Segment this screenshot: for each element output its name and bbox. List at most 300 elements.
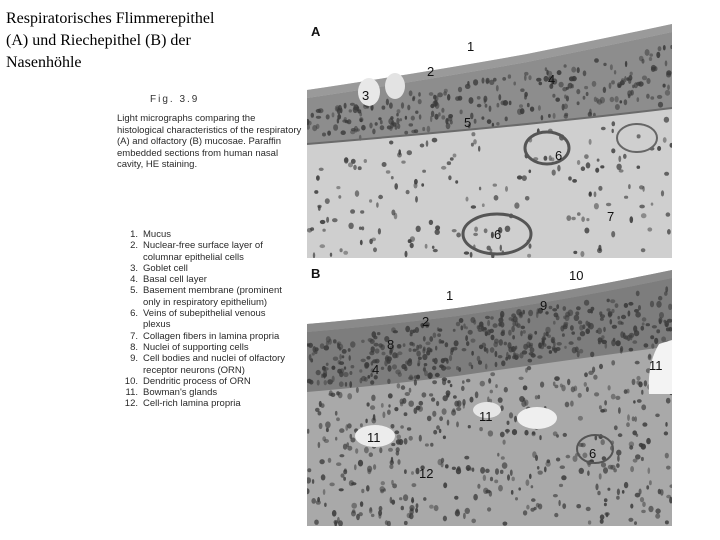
nucleus <box>435 103 440 109</box>
nucleus <box>471 205 476 209</box>
nucleus <box>379 506 383 511</box>
nucleus <box>629 348 634 352</box>
nucleus <box>432 380 437 384</box>
nucleus <box>458 87 462 93</box>
nucleus <box>593 375 597 380</box>
nucleus <box>336 186 340 189</box>
nucleus <box>620 346 623 352</box>
nucleus <box>579 349 583 354</box>
label-bowmans-gland: 11 <box>367 430 381 445</box>
nucleus <box>531 498 536 502</box>
nucleus <box>447 420 450 426</box>
nucleus <box>563 306 567 311</box>
nucleus <box>388 448 393 452</box>
nucleus <box>584 86 588 89</box>
nucleus <box>477 325 480 329</box>
nucleus <box>360 240 363 245</box>
label-bowmans-gland: 11 <box>479 409 493 424</box>
nucleus <box>621 78 625 81</box>
nucleus <box>366 356 370 360</box>
nucleus <box>529 243 532 248</box>
nucleus <box>519 104 523 108</box>
legend-number: 1. <box>130 229 138 240</box>
legend-number: 10. <box>124 375 138 387</box>
nucleus <box>318 206 321 211</box>
nucleus <box>349 355 351 361</box>
nucleus <box>570 401 574 407</box>
nucleus <box>520 330 523 336</box>
nucleus <box>369 452 373 457</box>
nucleus <box>637 399 642 403</box>
nucleus <box>399 497 402 500</box>
nucleus <box>461 386 465 391</box>
nucleus <box>375 348 380 353</box>
nucleus <box>658 102 663 108</box>
nucleus <box>430 104 434 108</box>
nucleus <box>532 431 536 435</box>
nucleus <box>594 191 597 197</box>
nucleus <box>370 507 373 512</box>
nucleus <box>644 343 649 347</box>
legend-item <box>116 229 286 240</box>
micrograph-a-canvas <box>307 20 672 258</box>
nucleus <box>651 203 654 206</box>
nucleus <box>628 302 633 306</box>
nucleus <box>317 380 320 386</box>
nucleus <box>348 348 351 352</box>
nucleus <box>527 254 531 258</box>
nucleus <box>450 350 453 355</box>
nucleus <box>611 80 615 84</box>
nucleus <box>610 299 615 303</box>
nucleus <box>616 450 621 456</box>
nucleus <box>666 327 670 331</box>
nucleus <box>565 402 570 408</box>
nucleus <box>387 125 392 129</box>
nucleus <box>641 457 644 461</box>
nucleus <box>414 379 417 386</box>
nucleus <box>611 360 615 365</box>
nucleus <box>537 355 542 359</box>
nucleus <box>471 339 476 343</box>
nucleus <box>624 303 628 308</box>
nucleus <box>435 346 437 351</box>
nucleus <box>543 332 546 336</box>
nucleus <box>415 508 418 513</box>
nucleus <box>620 331 624 338</box>
nucleus <box>568 176 572 180</box>
nucleus <box>500 245 502 252</box>
nucleus <box>538 105 541 111</box>
nucleus <box>456 233 461 238</box>
nucleus <box>495 362 498 367</box>
nucleus <box>527 103 530 107</box>
nucleus <box>574 315 580 321</box>
nucleus <box>380 125 385 130</box>
nucleus <box>429 393 433 396</box>
nucleus <box>446 359 449 364</box>
nucleus <box>529 170 532 174</box>
nucleus <box>663 84 666 88</box>
nucleus <box>443 91 447 95</box>
nucleus <box>567 379 570 385</box>
nucleus <box>456 366 459 370</box>
nucleus <box>640 497 644 502</box>
nucleus <box>649 53 653 56</box>
nucleus <box>416 351 421 357</box>
nucleus <box>477 96 481 100</box>
nucleus <box>538 395 541 399</box>
nucleus <box>642 186 644 192</box>
nucleus <box>404 469 407 474</box>
nucleus <box>549 350 552 354</box>
legend-number: 9. <box>130 353 138 365</box>
nucleus <box>409 436 413 441</box>
nucleus <box>429 372 432 379</box>
label-vein: 6 <box>494 227 502 242</box>
nucleus <box>511 326 515 332</box>
nucleus <box>452 467 456 470</box>
nucleus <box>659 312 664 318</box>
nucleus <box>339 347 342 351</box>
nucleus <box>473 79 478 85</box>
nucleus <box>386 99 389 106</box>
nucleus <box>569 341 574 345</box>
nucleus <box>327 379 333 384</box>
nucleus <box>664 172 669 176</box>
nucleus <box>651 343 654 348</box>
nucleus <box>483 96 487 103</box>
nucleus <box>439 416 443 421</box>
nucleus <box>663 320 666 323</box>
nucleus <box>321 474 326 480</box>
nucleus <box>407 150 412 155</box>
nucleus <box>407 105 410 111</box>
nucleus <box>603 327 606 332</box>
nucleus <box>374 343 379 347</box>
nucleus <box>350 209 355 214</box>
nucleus <box>359 227 362 230</box>
nucleus <box>515 346 517 350</box>
nucleus <box>636 82 641 86</box>
nucleus <box>603 63 606 66</box>
nucleus <box>489 106 492 112</box>
nucleus <box>328 458 332 463</box>
nucleus <box>322 229 325 232</box>
nucleus <box>494 195 499 201</box>
nucleus <box>371 346 375 352</box>
nucleus <box>404 367 407 371</box>
nucleus <box>577 160 580 165</box>
nucleus <box>335 105 340 112</box>
nucleus <box>351 159 356 164</box>
nucleus <box>608 313 612 318</box>
nucleus <box>502 77 506 81</box>
nucleus <box>514 416 517 423</box>
nucleus <box>538 342 541 348</box>
nucleus <box>477 104 482 108</box>
nucleus <box>556 347 561 351</box>
nucleus <box>486 78 490 84</box>
nucleus <box>586 162 591 168</box>
nucleus <box>474 119 477 124</box>
nucleus <box>409 123 414 126</box>
nucleus <box>610 97 615 102</box>
nucleus <box>409 90 413 96</box>
nucleus <box>349 371 352 375</box>
legend-text: Veins of subepithelial venous plexus <box>143 308 266 331</box>
nucleus <box>343 469 347 474</box>
nucleus <box>326 363 329 366</box>
nucleus <box>627 90 632 96</box>
legend-item <box>116 342 286 353</box>
nucleus <box>459 318 464 323</box>
nucleus <box>395 125 398 129</box>
nucleus <box>342 119 347 122</box>
nucleus <box>605 512 610 516</box>
nucleus <box>655 414 660 418</box>
nucleus <box>343 372 348 377</box>
nucleus <box>644 380 647 386</box>
nucleus <box>665 422 667 427</box>
nucleus <box>432 411 436 417</box>
nucleus <box>339 428 344 433</box>
nucleus <box>466 341 469 346</box>
legend-item <box>116 376 286 387</box>
nucleus <box>406 190 410 194</box>
figure-number: Fig. 3.9 <box>150 94 200 105</box>
nucleus <box>415 196 418 203</box>
nucleus <box>498 318 503 323</box>
nucleus <box>342 355 345 358</box>
nucleus <box>468 425 471 428</box>
nucleus <box>454 340 459 346</box>
nucleus <box>447 94 450 101</box>
nucleus <box>378 117 381 120</box>
nucleus <box>650 96 654 100</box>
nucleus <box>612 325 617 329</box>
nucleus <box>409 375 413 380</box>
nucleus <box>386 170 391 173</box>
nucleus <box>523 330 526 334</box>
nucleus <box>577 101 580 105</box>
nucleus <box>530 508 534 512</box>
nucleus <box>450 157 454 160</box>
label-mucus: 1 <box>446 288 454 303</box>
legend-text: Nuclei of supporting cells <box>143 341 249 353</box>
nucleus <box>630 466 634 472</box>
nucleus <box>666 398 671 404</box>
nucleus <box>482 203 485 207</box>
nucleus <box>396 113 399 117</box>
nucleus <box>430 348 433 352</box>
nucleus <box>639 56 644 62</box>
nucleus <box>540 382 544 388</box>
nucleus <box>552 348 555 351</box>
nucleus <box>438 328 442 331</box>
nucleus <box>659 319 662 324</box>
slide-title <box>6 8 306 74</box>
nucleus <box>392 352 397 358</box>
nucleus <box>553 341 556 347</box>
nucleus <box>324 345 330 350</box>
nucleus <box>596 98 599 104</box>
nucleus <box>349 381 352 388</box>
nucleus <box>500 311 504 318</box>
nucleus <box>456 421 459 427</box>
nucleus <box>427 126 431 133</box>
nucleus <box>626 422 630 427</box>
nucleus <box>465 508 470 514</box>
nucleus <box>347 393 352 399</box>
nucleus <box>493 78 497 82</box>
nucleus <box>351 482 356 485</box>
nucleus <box>509 317 513 321</box>
label-supporting-nuclei: 8 <box>387 337 395 352</box>
nucleus <box>320 220 326 224</box>
nucleus <box>351 503 357 509</box>
nucleus <box>604 498 608 502</box>
nucleus <box>401 161 405 164</box>
nucleus <box>646 94 650 99</box>
nucleus <box>496 122 499 126</box>
nucleus <box>341 130 346 135</box>
nucleus <box>462 380 465 384</box>
nucleus <box>477 484 480 489</box>
legend-number: 5. <box>130 285 138 297</box>
nucleus <box>371 238 376 242</box>
nucleus <box>470 317 475 323</box>
nucleus <box>471 519 476 524</box>
nucleus <box>577 67 580 73</box>
nucleus <box>523 385 528 390</box>
legend-text: Cell-rich lamina propria <box>143 398 241 410</box>
nucleus <box>387 360 391 364</box>
nucleus <box>361 376 366 381</box>
nucleus <box>626 389 629 394</box>
nucleus <box>316 370 321 375</box>
nucleus <box>633 325 637 332</box>
nucleus <box>600 514 605 519</box>
nucleus <box>336 462 341 466</box>
nucleus <box>561 475 566 480</box>
nucleus <box>407 427 411 430</box>
nucleus <box>437 92 443 97</box>
nucleus <box>495 468 499 475</box>
nucleus <box>508 74 511 78</box>
nucleus <box>370 380 374 385</box>
nucleus <box>405 392 410 396</box>
nucleus <box>535 455 538 461</box>
nucleus <box>471 365 473 369</box>
nucleus <box>635 312 641 318</box>
nucleus <box>629 445 633 449</box>
nucleus <box>487 246 491 251</box>
nucleus <box>380 120 383 124</box>
nucleus <box>624 76 626 82</box>
nucleus <box>650 301 654 308</box>
nucleus <box>599 405 602 409</box>
nucleus <box>526 505 529 510</box>
nucleus <box>466 379 470 383</box>
nucleus <box>324 380 327 385</box>
nucleus <box>411 116 415 121</box>
nucleus <box>600 318 604 321</box>
nucleus <box>490 372 495 376</box>
nucleus <box>586 92 589 96</box>
nucleus <box>497 103 500 108</box>
nucleus <box>478 360 482 365</box>
legend-text: Bowman's glands <box>143 387 218 399</box>
nucleus <box>360 501 363 507</box>
nucleus <box>478 146 480 152</box>
nucleus <box>528 359 533 363</box>
nucleus <box>597 248 602 253</box>
nucleus <box>391 210 395 216</box>
nucleus <box>656 329 660 333</box>
nucleus <box>557 70 562 75</box>
label-orn-bodies: 9 <box>540 298 548 313</box>
nucleus <box>590 352 594 358</box>
nucleus <box>636 434 639 437</box>
nucleus <box>618 407 621 414</box>
nucleus <box>523 510 527 515</box>
nucleus <box>314 520 319 525</box>
nucleus <box>647 227 652 231</box>
nucleus <box>378 343 382 348</box>
nucleus <box>628 518 633 522</box>
nucleus <box>365 419 367 424</box>
nucleus <box>563 433 567 437</box>
nucleus <box>560 384 563 388</box>
nucleus <box>613 338 616 342</box>
nucleus <box>352 509 355 513</box>
nucleus <box>443 516 447 522</box>
nucleus <box>509 412 513 418</box>
nucleus <box>471 351 474 356</box>
nucleus <box>563 323 568 327</box>
nucleus <box>586 218 589 221</box>
nucleus <box>547 346 552 350</box>
nucleus <box>503 440 506 445</box>
nucleus <box>617 489 620 496</box>
legend-number: 8. <box>130 341 138 353</box>
nucleus <box>382 162 387 167</box>
nucleus <box>521 326 526 330</box>
nucleus <box>615 104 620 110</box>
nucleus <box>507 342 511 349</box>
nucleus <box>592 81 597 87</box>
nucleus <box>604 503 607 506</box>
nucleus <box>435 373 440 377</box>
nucleus <box>394 407 398 411</box>
nucleus <box>485 104 488 108</box>
nucleus <box>663 45 666 50</box>
nucleus <box>639 205 645 209</box>
nucleus <box>439 339 442 344</box>
title-line: Respiratorisches Flimmerepithel <box>6 10 215 27</box>
nucleus <box>656 301 661 308</box>
nucleus <box>332 112 335 117</box>
nucleus <box>558 500 560 506</box>
nucleus <box>339 488 344 491</box>
nucleus <box>410 236 415 242</box>
nucleus <box>470 252 473 258</box>
nucleus <box>423 336 426 342</box>
nucleus <box>632 379 636 385</box>
nucleus <box>418 359 421 366</box>
nucleus <box>564 113 568 117</box>
